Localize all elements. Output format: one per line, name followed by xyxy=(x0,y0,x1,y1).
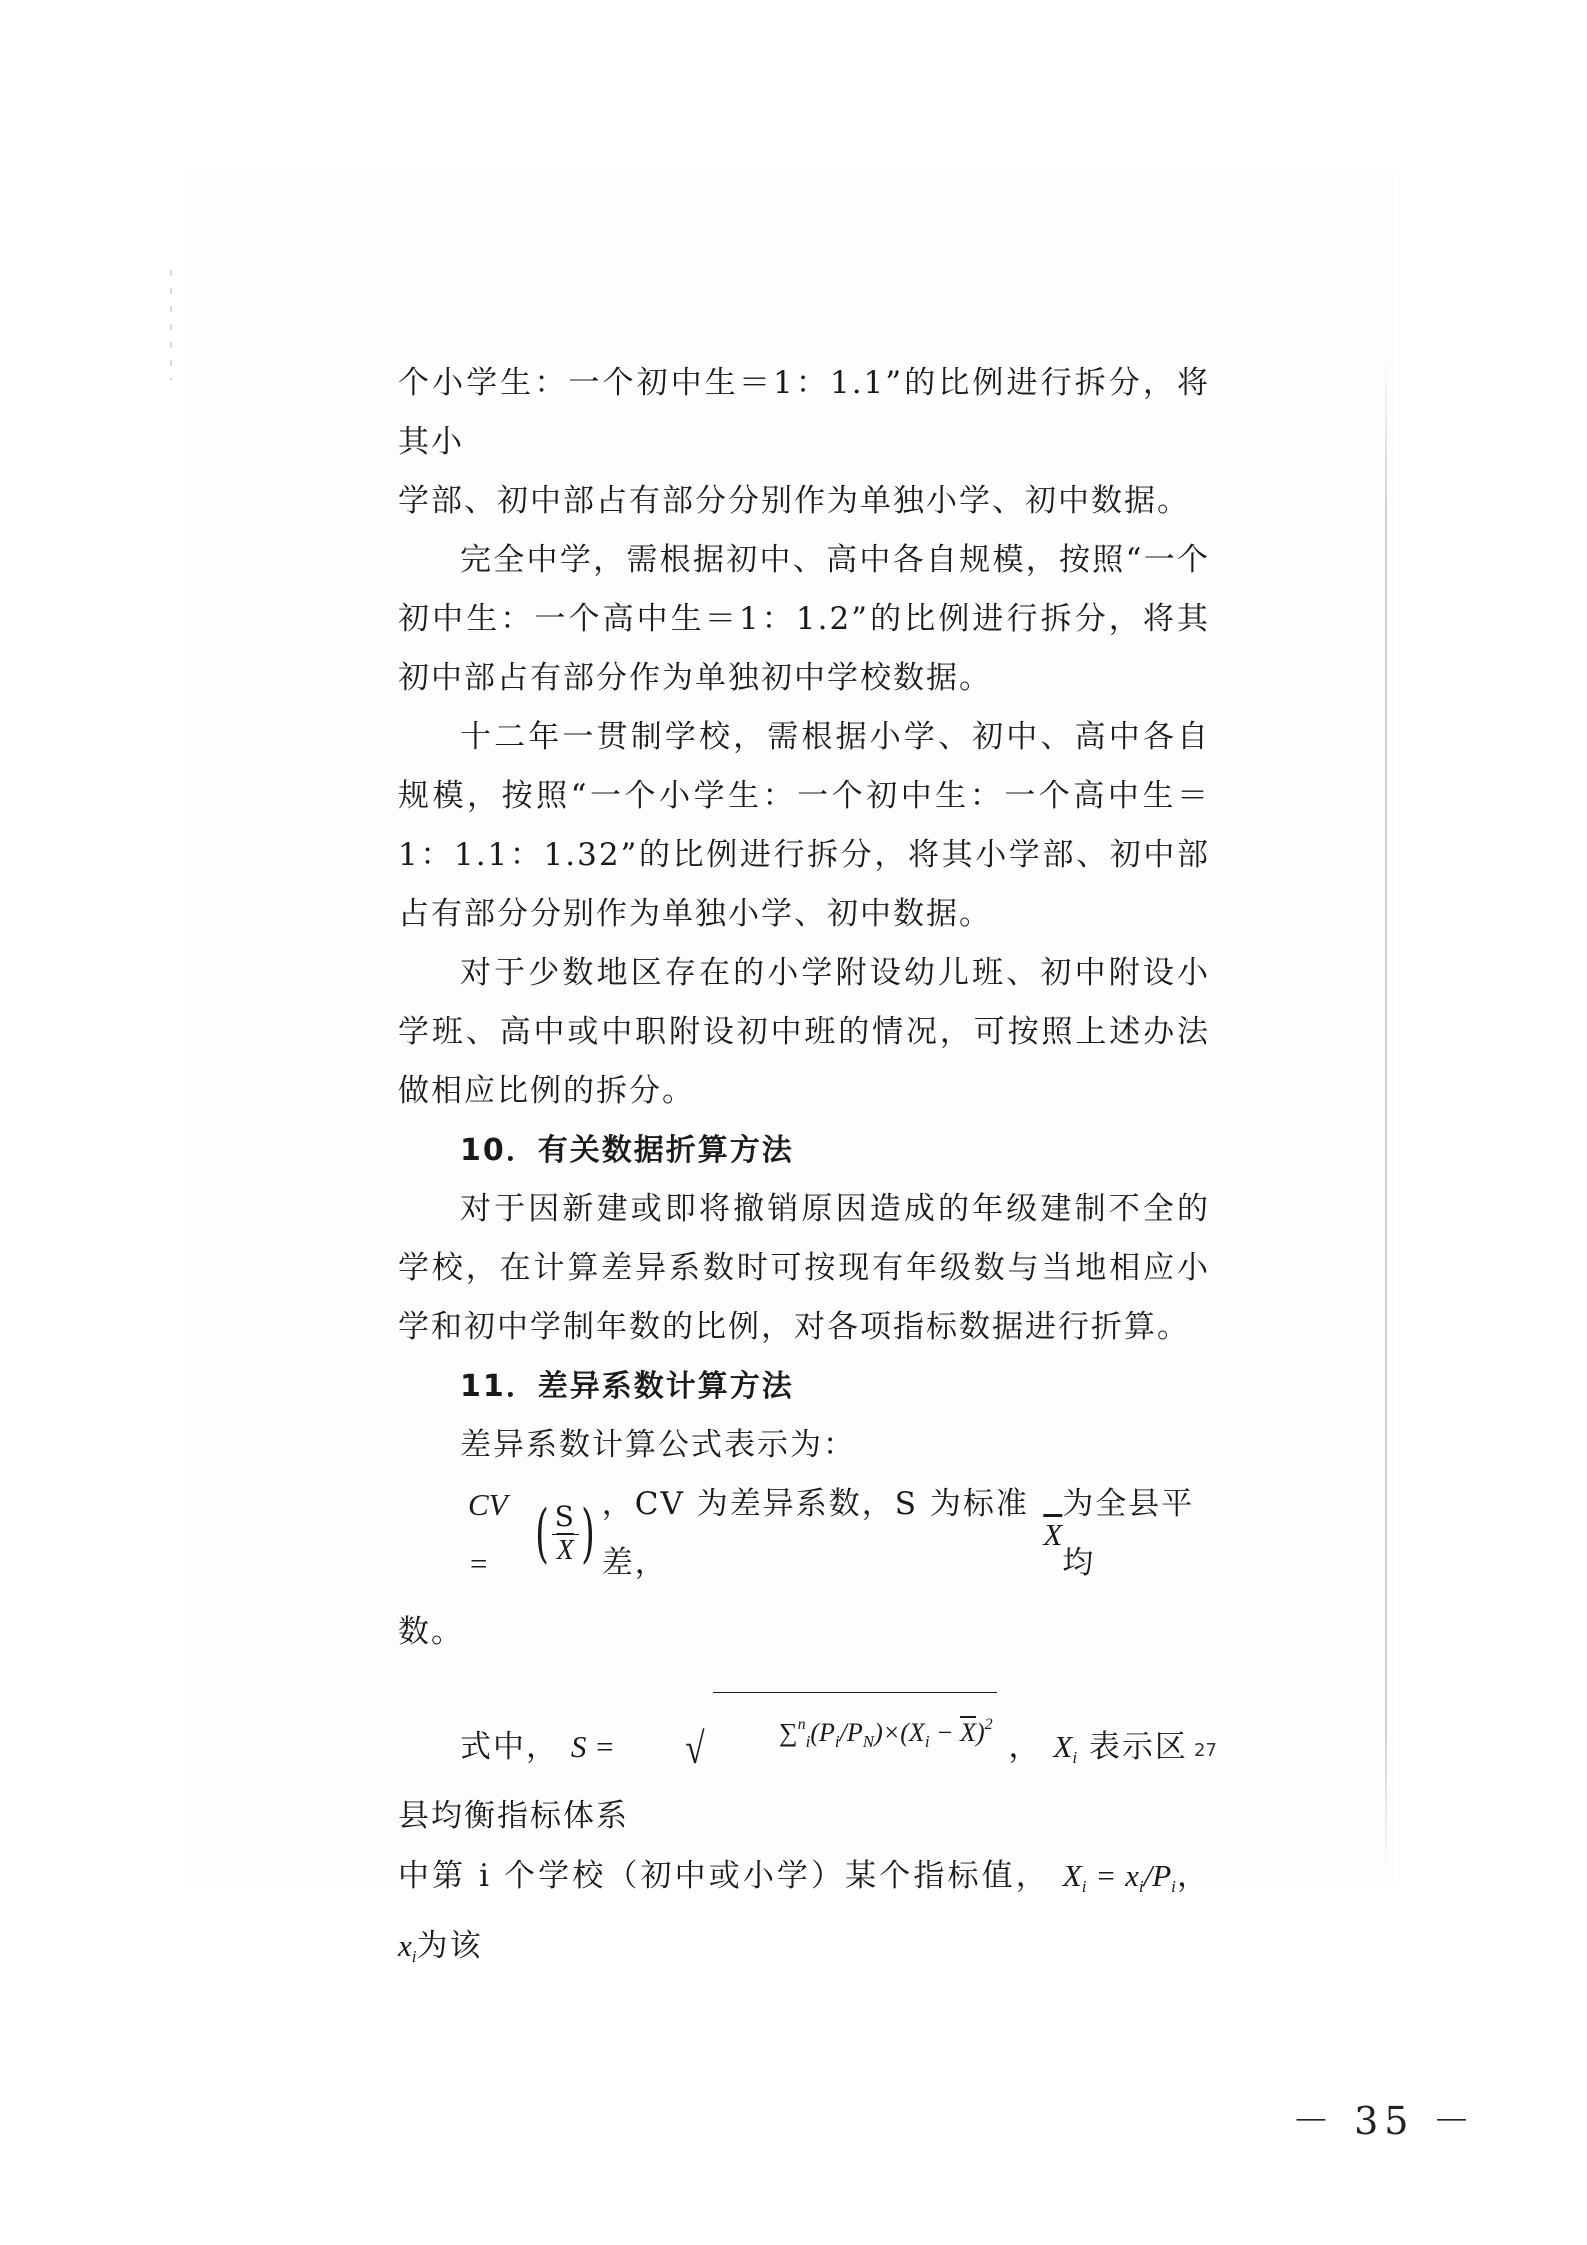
inner-page-number: 27 xyxy=(1194,1740,1217,1761)
cv-description-2: 为全县平均 xyxy=(1062,1486,1195,1581)
paragraph-twelve-year-school: 十二年一贯制学校，需根据小学、初中、高中各自规模，按照“一个小学生：一个初中生：一个高中生＝1：1.1：1.32”的比例进行拆分，将其小学部、初中部占有部分分别作为单独小学、初中数据。 xyxy=(398,719,1210,932)
std-dev-formula: √ $\sum^n_i(P_i/P_N)\times(X_i - \overline{X})^2$ xyxy=(627,1692,997,1771)
paragraph-continued-line-2: 学部、初中部占有部分分别作为单独小学、初中数据。 xyxy=(398,483,1190,519)
std-dev-formula-line: 式中， S = √ $\sum^n_i(P_i/P_N)\times(X_i - \overline{X})^2$ ， $X_i$ 表示区县均衡指标体系 xyxy=(398,1692,1210,1846)
cv-fraction: ( $\frac{S}{X}$ ) xyxy=(534,1497,596,1571)
cv-denominator: X xyxy=(556,1534,574,1566)
cv-formula-line xyxy=(398,1486,1210,1581)
document-body xyxy=(398,354,1210,1986)
cv-description: ，CV 为差异系数，S 为标准差， xyxy=(601,1486,1029,1581)
section-11-heading: 11．差异系数计算方法 xyxy=(460,1369,794,1404)
paragraph-minority-regions: 对于少数地区存在的小学附设幼儿班、初中附设小学班、高中或中职附设初中班的情况，可按照上述办法做相应比例的拆分。 xyxy=(398,955,1210,1109)
page-number: － 35 － xyxy=(1292,2099,1477,2143)
paragraph-complete-middle-school: 完全中学，需根据初中、高中各自规模，按照“一个初中生：一个高中生＝1：1.2”的比例进行拆分，将其初中部占有部分作为单独初中学校数据。 xyxy=(398,542,1210,696)
cv-xbar: $\overline{X}$ xyxy=(1043,1516,1063,1552)
indicator-definition-line: 中第 i 个学校（初中或小学）某个指标值， $X_i = x_i/P_i$， $x_i$为该 xyxy=(398,1858,1210,1966)
s-lhs: S = xyxy=(570,1729,616,1764)
section-11-intro: 差异系数计算公式表示为： xyxy=(460,1427,856,1463)
section-10-heading: 10．有关数据折算方法 xyxy=(460,1133,794,1168)
paragraph-continued-line-1: 个小学生：一个初中生＝1：1.1”的比例进行拆分，将其小 xyxy=(398,365,1210,460)
section-10-body: 对于因新建或即将撤销原因造成的年级建制不全的学校，在计算差异系数时可按现有年级数与当地相应小学和初中学制年数的比例，对各项指标数据进行折算。 xyxy=(398,1191,1210,1345)
cv-tail: 数。 xyxy=(398,1614,464,1650)
cv-numerator: S xyxy=(552,1501,579,1534)
scan-edge-marks xyxy=(170,270,172,380)
cv-lhs: CV = xyxy=(468,1487,508,1581)
